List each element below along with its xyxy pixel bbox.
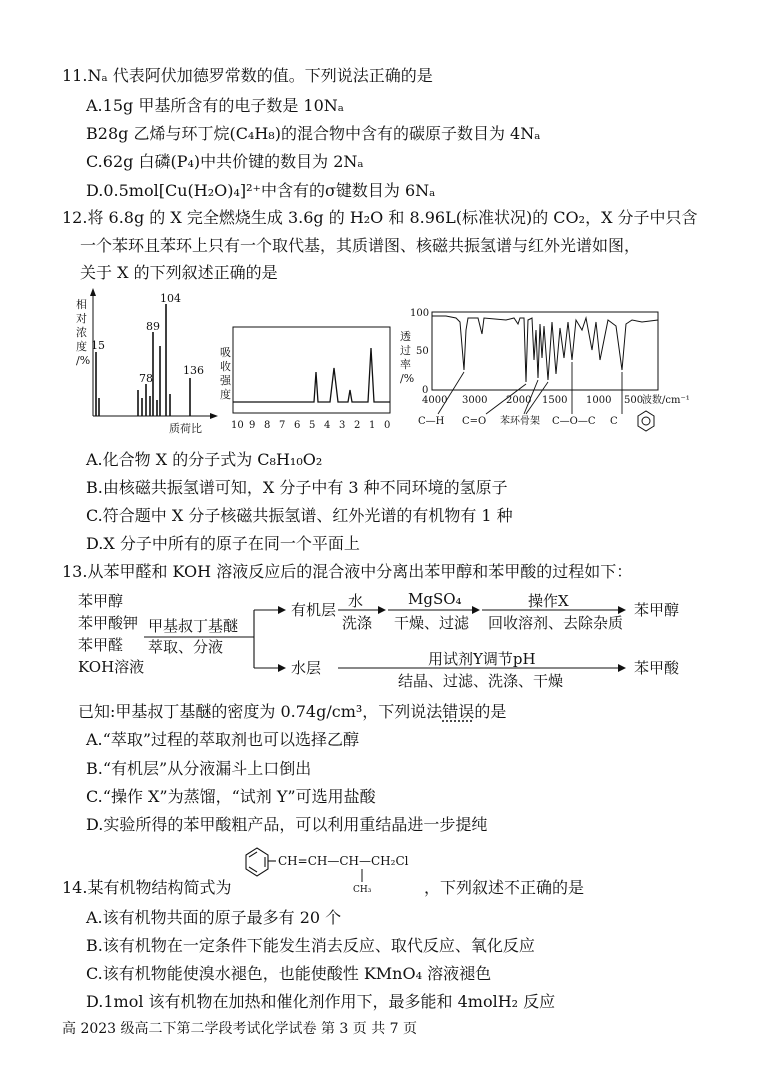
ms-ylabel-4: 度 bbox=[76, 340, 87, 353]
nmr-ylabel-2: 收 bbox=[220, 360, 231, 373]
ir-xtick-1000: 1000 bbox=[586, 395, 612, 406]
svg-text:7: 7 bbox=[279, 420, 286, 431]
flow-aqueous-layer: 水层 bbox=[291, 659, 322, 677]
q13-option-c: C.“操作 X”为蒸馏，“试剂 Y”可选用盐酸 bbox=[86, 787, 376, 806]
flow-product-2: 苯甲酸 bbox=[634, 659, 680, 677]
ir-trace bbox=[432, 316, 658, 382]
ir-ylabel-3: 率 bbox=[400, 358, 411, 371]
flow-input-4: KOH溶液 bbox=[78, 658, 145, 676]
flow-opx-bottom: 回收溶剂、去除杂质 bbox=[488, 614, 624, 632]
q14-structure-methyl: CH₃ bbox=[353, 885, 372, 895]
flow-acid-top: 用试剂Y调节pH bbox=[428, 650, 536, 668]
ir-xtick-3000: 3000 bbox=[462, 395, 488, 406]
ir-ylabel-4: /% bbox=[400, 372, 415, 385]
q14-option-c: C.该有机物能使溴水褪色，也能使酸性 KMnO₄ 溶液褪色 bbox=[86, 964, 492, 983]
ir-ytick-100: 100 bbox=[410, 308, 430, 319]
flow-product-1: 苯甲醇 bbox=[634, 601, 680, 619]
flow-wash-top: 水 bbox=[348, 592, 364, 610]
ir-xunit: 波数/cm⁻¹ bbox=[642, 395, 690, 406]
flow-step1-top: 甲基叔丁基醚 bbox=[148, 617, 239, 635]
q13-option-a: A.“萃取”过程的萃取剂也可以选择乙醇 bbox=[86, 730, 360, 749]
ms-label-89: 89 bbox=[146, 320, 160, 333]
nmr-ticks bbox=[231, 420, 390, 431]
ir-ytick-50: 50 bbox=[416, 346, 429, 357]
flow-wash-bottom: 洗涤 bbox=[342, 614, 373, 632]
q11-option-a: A.15g 甲基所含有的电子数是 10Nₐ bbox=[86, 96, 344, 115]
q14-option-a: A.该有机物共面的原子最多有 20 个 bbox=[86, 908, 342, 927]
ms-ylabel-1: 相 bbox=[76, 298, 87, 311]
flow-acid-bottom: 结晶、过滤、洗涤、干燥 bbox=[398, 672, 564, 690]
ir-xtick-2000: 2000 bbox=[506, 395, 532, 406]
ir-ytick-0: 0 bbox=[422, 385, 429, 396]
q12-option-b: B.由核磁共振氢谱可知，X 分子中有 3 种不同环境的氢原子 bbox=[86, 478, 508, 497]
mass-spectrum-figure bbox=[66, 286, 226, 436]
svg-text:6: 6 bbox=[294, 420, 301, 431]
emphasis-wrong: 错误 bbox=[442, 702, 475, 721]
benzene-icon bbox=[638, 411, 654, 431]
q13-option-b: B.“有机层”从分液漏斗上口倒出 bbox=[86, 759, 312, 778]
svg-text:3: 3 bbox=[339, 420, 346, 431]
q12-stem-1: 12.将 6.8g 的 X 完全燃烧生成 3.6g 的 H₂O 和 8.96L(标准状况)的 CO₂，X 分子中只含 bbox=[62, 208, 698, 227]
q14-option-b: B.该有机物在一定条件下能发生消去反应、取代反应、氧化反应 bbox=[86, 936, 535, 955]
q12-option-a: A.化合物 X 的分子式为 C₈H₁₀O₂ bbox=[86, 450, 323, 469]
page-footer: 高 2023 级高二下第二学段考试化学试卷 第 3 页 共 7 页 bbox=[62, 1021, 418, 1037]
svg-text:1: 1 bbox=[369, 420, 376, 431]
q14-structure-chain: CH=CH—CH—CH₂Cl bbox=[278, 854, 409, 868]
q14-stem-suffix: ，下列叙述不正确的是 bbox=[424, 878, 585, 897]
nmr-ylabel-1: 吸 bbox=[220, 346, 231, 359]
flow-input-3: 苯甲醛 bbox=[78, 636, 124, 654]
ms-peaks bbox=[96, 304, 190, 416]
q13-flow-diagram bbox=[76, 588, 696, 690]
q12-option-d: D.X 分子中所有的原子在同一个平面上 bbox=[86, 534, 360, 553]
q11-option-c: C.62g 白磷(P₄)中共价键的数目为 2Nₐ bbox=[86, 152, 364, 171]
ir-ylabel-2: 过 bbox=[400, 344, 411, 357]
ir-annotation-lines bbox=[438, 362, 622, 414]
ms-ylabel-2: 对 bbox=[76, 312, 87, 325]
svg-text:5: 5 bbox=[309, 420, 316, 431]
ms-label-78: 78 bbox=[139, 372, 153, 385]
ir-anno-ring: 苯环骨架 bbox=[500, 416, 540, 427]
q13-option-d: D.实验所得的苯甲酸粗产品，可以利用重结晶进一步提纯 bbox=[86, 815, 488, 834]
ir-xtick-1500: 1500 bbox=[542, 395, 568, 406]
q14-stem-prefix: 14.某有机物结构简式为 bbox=[62, 878, 232, 897]
svg-text:0: 0 bbox=[384, 420, 391, 431]
flow-input-2: 苯甲酸钾 bbox=[78, 614, 139, 632]
flow-step1-bottom: 萃取、分液 bbox=[148, 638, 224, 656]
flow-input-1: 苯甲醇 bbox=[78, 592, 124, 610]
nmr-spectrum-figure bbox=[218, 326, 398, 436]
flow-dry-bottom: 干燥、过滤 bbox=[394, 614, 470, 632]
nmr-ylabel-3: 强 bbox=[220, 374, 231, 387]
q13-known: 已知:甲基叔丁基醚的密度为 0.74g/cm³，下列说法错误的是 bbox=[78, 702, 507, 721]
q13-stem: 13.从苯甲醛和 KOH 溶液反应后的混合液中分离出苯甲醇和苯甲酸的过程如下： bbox=[62, 562, 633, 581]
ir-anno-ch: C—H bbox=[418, 416, 445, 427]
q12-stem-3: 关于 X 的下列叙述正确的是 bbox=[80, 263, 278, 282]
ms-label-104: 104 bbox=[160, 292, 181, 305]
q11-option-b: B28g 乙烯与环丁烷(C₄H₈)的混合物中含有的碳原子数目为 4Nₐ bbox=[86, 124, 541, 143]
ms-label-15: 15 bbox=[91, 339, 105, 352]
ir-xtick-4000: 4000 bbox=[422, 395, 448, 406]
ms-label-136: 136 bbox=[183, 364, 204, 377]
flow-dry-top: MgSO₄ bbox=[408, 590, 462, 608]
flow-opx-top: 操作X bbox=[528, 592, 569, 610]
flow-organic-layer: 有机层 bbox=[291, 601, 337, 619]
benzene-ring-icon bbox=[246, 848, 268, 876]
ms-ylabel-5: /% bbox=[76, 354, 91, 367]
ms-xlabel: 质荷比 bbox=[169, 422, 202, 435]
q12-option-c: C.符合题中 X 分子核磁共振氢谱、红外光谱的有机物有 1 种 bbox=[86, 506, 513, 525]
ir-spectrum-figure bbox=[396, 300, 736, 440]
ir-anno-co: C=O bbox=[462, 416, 487, 427]
q14-option-d: D.1mol 该有机物在加热和催化剂作用下，最多能和 4molH₂ 反应 bbox=[86, 992, 556, 1011]
ir-xtick-500: 500 bbox=[624, 395, 644, 406]
svg-text:10: 10 bbox=[231, 420, 244, 431]
q11-stem: 11.Nₐ 代表阿伏加德罗常数的值。下列说法正确的是 bbox=[62, 66, 433, 85]
svg-text:4: 4 bbox=[324, 420, 331, 431]
q14-structure bbox=[240, 840, 440, 896]
nmr-trace bbox=[233, 348, 390, 402]
q11-option-d: D.0.5mol[Cu(H₂O)₄]²⁺中含有的σ键数目为 6Nₐ bbox=[86, 181, 436, 200]
ir-anno-coc: C—O—C bbox=[552, 416, 596, 427]
ir-ylabel-1: 透 bbox=[400, 330, 411, 343]
ir-anno-c: C bbox=[610, 416, 618, 427]
svg-text:9: 9 bbox=[249, 420, 256, 431]
nmr-ylabel-4: 度 bbox=[220, 388, 231, 401]
q12-stem-2: 一个苯环且苯环上只有一个取代基，其质谱图、核磁共振氢谱与红外光谱如图， bbox=[80, 236, 641, 255]
svg-text:2: 2 bbox=[354, 420, 361, 431]
ms-ylabel-3: 浓 bbox=[76, 326, 87, 339]
svg-text:8: 8 bbox=[264, 420, 271, 431]
